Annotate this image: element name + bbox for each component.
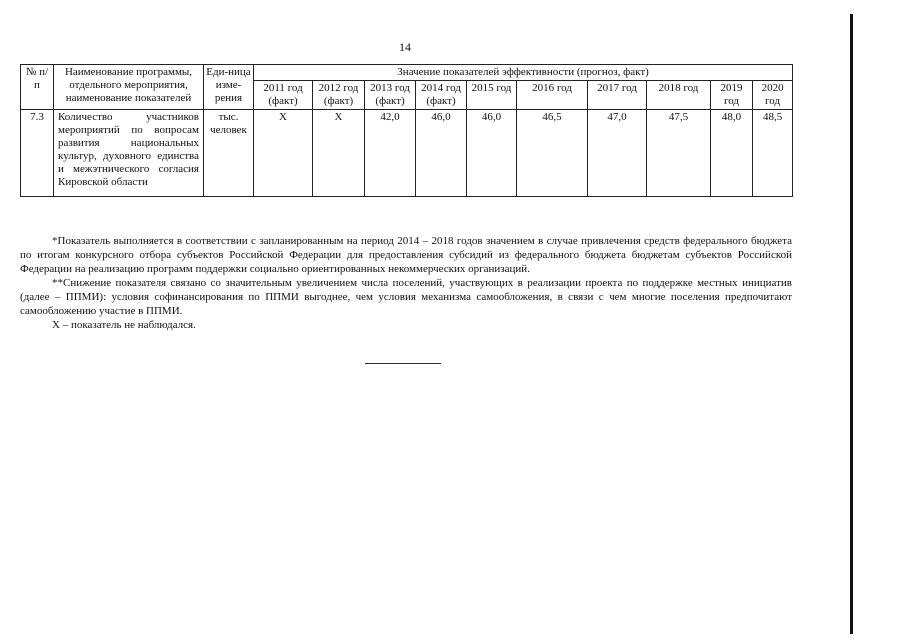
header-values-group: Значение показателей эффективности (прогноз, факт) [254,65,793,81]
value-cell: 46,0 [467,110,517,197]
unit-cell: тыс. человек [204,110,254,197]
header-name: Наименование программы, отдельного мероприятия, наименование показателей [54,65,204,110]
indicator-name: Количество участников мероприятий по вопросам развития национальных культур, духовного единства и межэтнического согласия Кировской области [54,110,204,197]
value-cell: 48,5 [753,110,793,197]
footnote-double-star: **Снижение показателя связано со значительным увеличением числа поселений, участвующих в реализации проекта по поддержке местных инициатив (далее – ППМИ): условия софинансирования по ППМИ выгоднее, чем условия механизма самообложения, в связи с чем многие поселения предпочитают самообложению участие в ППМИ. [20,277,792,317]
indicators-table [20,64,793,197]
row-number: 7.3 [21,110,54,197]
value-cell: 42,0 [365,110,416,197]
end-divider [365,363,441,364]
header-year: 2012 год (факт) [313,81,365,110]
footnote-x-legend: Х – показатель не наблюдался. [52,319,196,331]
header-year: 2016 год [517,81,588,110]
header-year: 2015 год [467,81,517,110]
value-cell: 46,5 [517,110,588,197]
header-year: 2013 год (факт) [365,81,416,110]
footnotes [20,234,792,332]
value-cell: 47,5 [647,110,711,197]
header-year: 2014 год (факт) [416,81,467,110]
header-no: № п/п [21,65,54,110]
header-year: 2017 год [588,81,647,110]
header-unit: Еди-ница изме-рения [204,65,254,110]
header-year: 2011 год (факт) [254,81,313,110]
value-cell: X [254,110,313,197]
header-row-top [21,65,793,81]
value-cell: 46,0 [416,110,467,197]
header-year: 2020 год [753,81,793,110]
header-year: 2019 год [711,81,753,110]
scan-edge-bar [850,14,853,634]
table-row [21,110,793,197]
footnote-single-star: *Показатель выполняется в соответствии с запланированным на период 2014 – 2018 годов значением в случае привлечения средств федерального бюджета по итогам конкурсного отбора субъектов Российской Федерации для предоставления субсидий из федерального бюджета бюджетам субъектов Российской Федерации на реализацию программ поддержки социально ориентированных некоммерческих организаций. [20,235,792,275]
value-cell: X [313,110,365,197]
value-cell: 48,0 [711,110,753,197]
header-year: 2018 год [647,81,711,110]
value-cell: 47,0 [588,110,647,197]
page-number: 14 [399,40,411,54]
